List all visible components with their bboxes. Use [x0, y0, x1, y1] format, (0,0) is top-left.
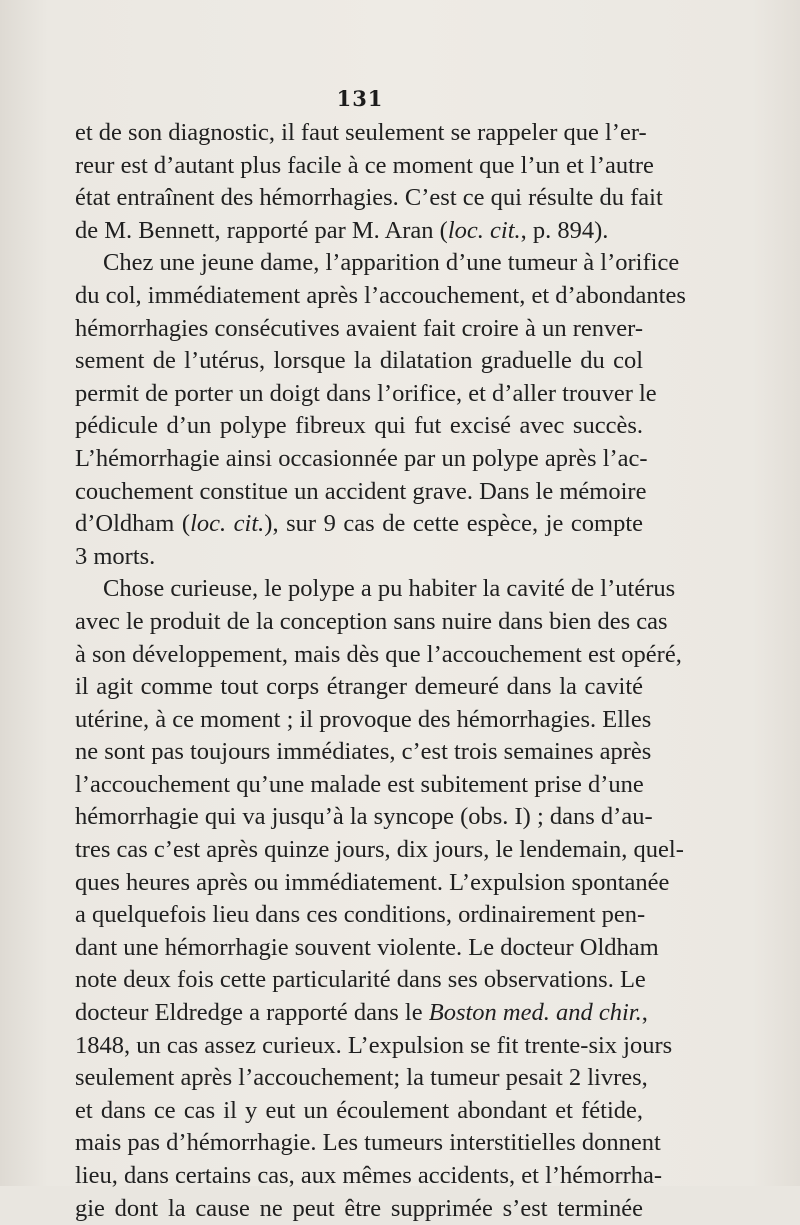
text-line: ne sont pas toujours immédiates, c’est trois semaines après: [75, 738, 652, 766]
text-line: note deux fois cette particularité dans ses observations. Le: [75, 966, 646, 994]
citation-italic: loc. cit.: [190, 510, 265, 538]
text-line: 1848, un cas assez curieux. L’expulsion se fit trente-six jours: [75, 1031, 673, 1059]
paragraph-first-line: Chez une jeune dame, l’apparition d’une tumeur à l’orifice: [103, 249, 680, 277]
text-line: avec le produit de la conception sans nuire dans bien des cas: [75, 607, 668, 635]
text-line: utérine, à ce moment ; il provoque des hémorrhagies. Elles: [75, 705, 652, 733]
text-line: a quelquefois lieu dans ces conditions, ordinairement pen-: [75, 901, 646, 929]
text-line: l’accouchement qu’une malade est subitement prise d’une: [75, 770, 644, 798]
text-line: sement de l’utérus, lorsque la dilatation graduelle du col: [75, 347, 643, 375]
text-line: gie dont la cause ne peut être supprimée s’est terminée: [75, 1194, 643, 1222]
text-line: L’hémorrhagie ainsi occasionnée par un polype après l’ac-: [75, 444, 648, 472]
text-line: du col, immédiatement après l’accouchement, et d’abondantes: [75, 281, 686, 309]
text-line: à son développement, mais dès que l’accouchement est opéré,: [75, 640, 682, 668]
text-line: [75, 508, 643, 541]
line-text: ,: [641, 999, 648, 1027]
text-line: permit de porter un doigt dans l’orifice, et d’aller trouver le: [75, 379, 657, 407]
text-line: hémorrhagie qui va jusqu’à la syncope (obs. I) ; dans d’au-: [75, 803, 653, 831]
body-text: [75, 117, 686, 1225]
line-text: docteur Eldredge a rapporté dans le: [75, 999, 429, 1027]
text-line: lieu, dans certains cas, aux mêmes accidents, et l’hémorrha-: [75, 1162, 663, 1189]
paragraph-first-line: Chose curieuse, le polype a pu habiter la cavité de l’utérus: [103, 575, 676, 603]
line-text: , p. 894).: [520, 216, 609, 244]
citation-italic: loc. cit.: [447, 216, 521, 244]
line-text: de M. Bennett, rapporté par M. Aran (: [75, 216, 448, 244]
line-text: d’Oldham (: [75, 510, 191, 538]
text-line: seulement après l’accouchement; la tumeur pesait 2 livres,: [75, 1064, 648, 1092]
text-line: [75, 997, 648, 1030]
text-line: dant une hémorrhagie souvent violente. Le docteur Oldham: [75, 933, 659, 961]
text-line: mais pas d’hémorrhagie. Les tumeurs interstitielles donnent: [75, 1129, 661, 1157]
text-line: couchement constitue un accident grave. Dans le mémoire: [75, 477, 647, 505]
text-line: ques heures après ou immédiatement. L’expulsion spontanée: [75, 868, 670, 896]
text-line: reur est d’autant plus facile à ce moment que l’un et l’autre: [75, 151, 654, 179]
text-line: [75, 215, 643, 248]
journal-italic: Boston med. and chir.: [428, 999, 642, 1027]
text-line: 3 morts.: [75, 542, 156, 570]
line-text: ), sur 9 cas de cette espèce, je compte: [264, 510, 644, 538]
text-line: pédicule d’un polype fibreux qui fut excisé avec succès.: [75, 412, 643, 440]
text-line: tres cas c’est après quinze jours, dix jours, le lendemain, quel-: [75, 836, 684, 864]
text-line: et dans ce cas il y eut un écoulement abondant et fétide,: [75, 1096, 643, 1124]
text-line: hémorrhagies consécutives avaient fait croire à un renver-: [75, 314, 643, 342]
text-line: il agit comme tout corps étranger demeuré dans la cavité: [75, 673, 643, 701]
text-line: et de son diagnostic, il faut seulement se rappeler que l’er-: [75, 119, 647, 146]
text-line: état entraînent des hémorrhagies. C’est ce qui résulte du fait: [75, 184, 663, 212]
page-number: 131: [336, 86, 384, 111]
